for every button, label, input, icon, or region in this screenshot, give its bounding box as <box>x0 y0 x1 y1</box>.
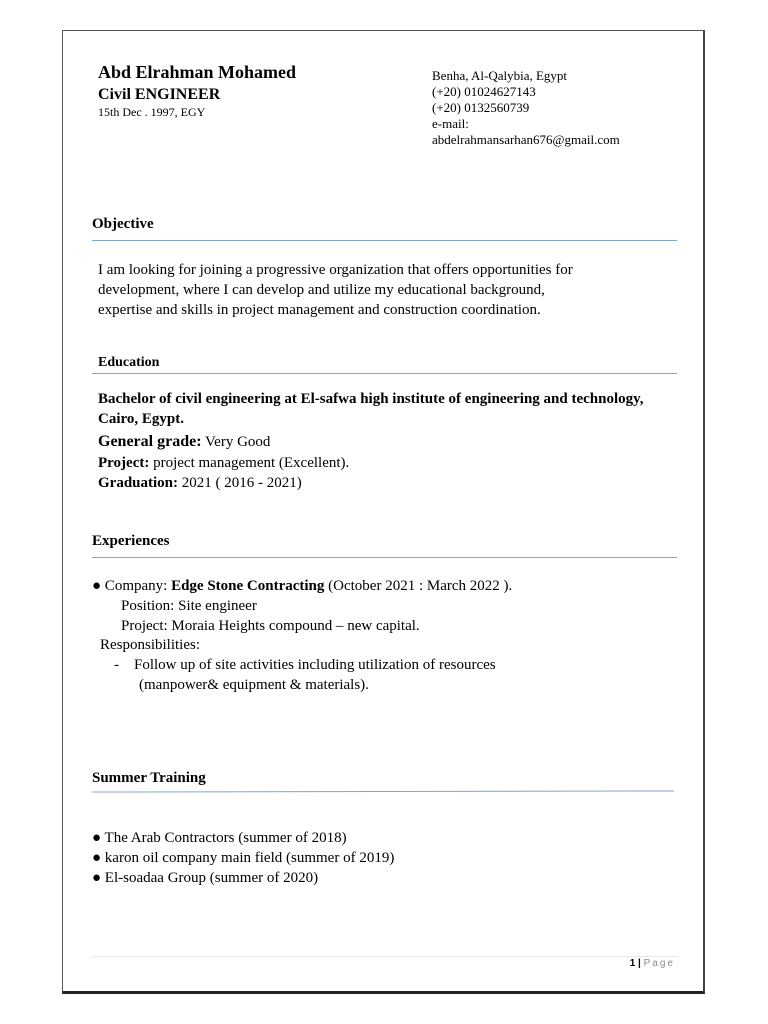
experience-responsibility-line: - Follow up of site activities including utilization of resources <box>114 657 496 673</box>
page-number: 1 <box>629 958 636 969</box>
project-value: project management (Excellent). <box>149 455 350 471</box>
grade-value: Very Good <box>201 434 271 450</box>
objective-divider <box>92 240 677 241</box>
education-grade <box>98 432 270 452</box>
experience-company <box>92 576 512 596</box>
education-heading: Education <box>98 355 160 370</box>
page-separator: | <box>635 958 644 969</box>
candidate-name: Abd Elrahman Mohamed <box>98 62 297 82</box>
experience-responsibilities-label: Responsibilities: <box>100 637 201 653</box>
graduation-label: Graduation: <box>98 475 179 491</box>
footer-divider <box>92 956 678 957</box>
training-heading: Summer Training <box>92 770 206 786</box>
company-period: (October 2021 : March 2022 ). <box>324 578 513 594</box>
training-list <box>92 828 394 888</box>
project-label: Project: <box>98 455 150 471</box>
experiences-divider <box>92 557 677 558</box>
experience-project: Project: Moraia Heights compound – new capital. <box>121 618 420 634</box>
candidate-role: Civil ENGINEER <box>98 86 221 103</box>
grade-label: General grade: <box>98 433 202 450</box>
education-degree: Bachelor of civil engineering at El-safwa high institute of engineering and technology, Cairo, Egypt. <box>98 391 644 427</box>
education-divider <box>92 373 677 374</box>
objective-line: I am looking for joining a progressive organization that offers opportunities for <box>98 262 573 278</box>
contact-phone-2: (+20) 0132560739 <box>432 100 530 115</box>
page-footer <box>630 958 675 969</box>
contact-phone-1: (+20) 01024627143 <box>432 84 536 99</box>
experiences-heading: Experiences <box>92 533 170 549</box>
page-label: Page <box>643 958 675 969</box>
objective-line: development, where I can develop and utilize my educational background, <box>98 282 545 298</box>
contact-address: Benha, Al-Qalybia, Egypt <box>432 68 568 83</box>
objective-line: expertise and skills in project management and construction coordination. <box>98 302 541 318</box>
company-name: Edge Stone Contracting <box>171 578 325 594</box>
objective-heading: Objective <box>92 216 154 232</box>
experience-responsibility-continuation: (manpower& equipment & materials). <box>139 677 369 693</box>
contact-email-label: e-mail: <box>432 116 469 131</box>
education-project <box>98 453 349 473</box>
training-item: ● El-soadaa Group (summer of 2020) <box>92 870 319 886</box>
company-prefix: ● Company: <box>92 578 172 594</box>
graduation-value: 2021 ( 2016 - 2021) <box>178 475 302 491</box>
training-item: ● The Arab Contractors (summer of 2018) <box>92 830 347 846</box>
contact-block <box>432 68 620 148</box>
experience-position: Position: Site engineer <box>121 598 257 614</box>
candidate-birth-info: 15th Dec . 1997, EGY <box>98 105 206 119</box>
objective-text <box>98 260 573 320</box>
training-item: ● karon oil company main field (summer of 2019) <box>92 850 395 866</box>
contact-email: abdelrahmansarhan676@gmail.com <box>432 132 620 147</box>
education-graduation <box>98 473 302 493</box>
